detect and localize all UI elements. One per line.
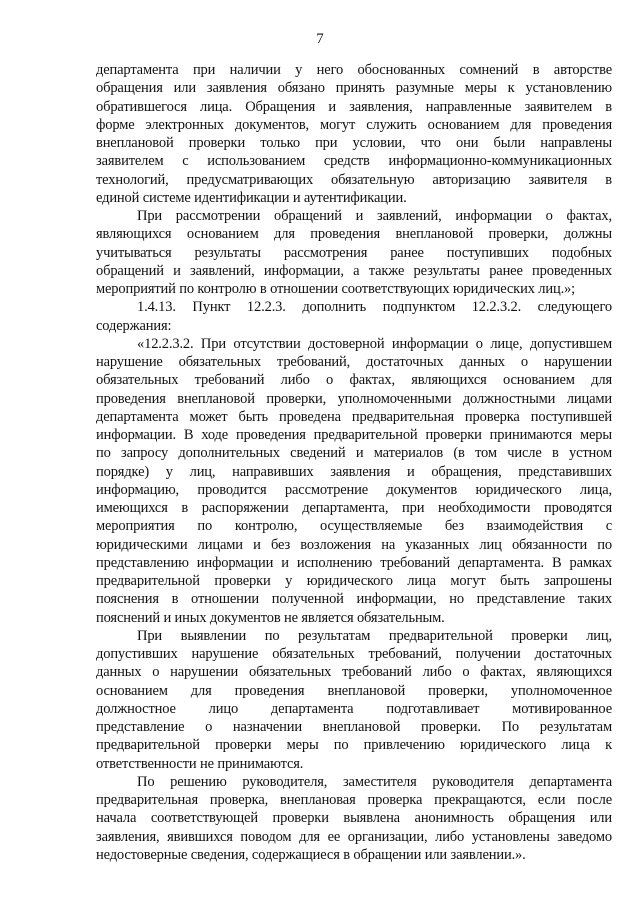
text-line: При рассмотрении обращений и заявлений, информации о фактах, <box>137 208 612 224</box>
text-line: «12.2.3.2. При отсутствии достоверной информации о лице, допустившем <box>137 335 612 352</box>
page-number: 7 <box>316 31 324 47</box>
text-line: являющихся основанием для проведения внеплановой проверки, должны <box>96 226 612 243</box>
text-line: департамента может быть проведена предварительная проверка поступившей <box>96 408 612 425</box>
text-line: технологий, предусматривающих обязательную авторизацию заявителя в <box>96 171 612 188</box>
text-line: По решению руководителя, заместителя руководителя департамента <box>137 773 612 790</box>
text-line: проведения внеплановой проверки, уполномоченными должностными лицами <box>96 390 612 407</box>
text-line: представление о назначении внеплановой проверки. По результатам <box>96 719 612 735</box>
text-line: порядке) у лиц, направивших заявления и обращения, представивших <box>96 463 612 480</box>
text-line: представлению информации и исполнению требований департамента. В рамках <box>96 554 612 571</box>
text-line: по запросу дополнительных сведений и материалов (в том числе в устном <box>96 445 612 462</box>
text-line: основанием для проведения внеплановой проверки, уполномоченное <box>96 682 612 699</box>
text-line: При выявлении по результатам предварительной проверки лиц, <box>137 627 612 644</box>
paragraph <box>96 627 612 773</box>
text-line: должностное лицо департамента подготавливает мотивированное <box>96 700 612 717</box>
text-line: недостоверные сведения, содержащиеся в обращении или заявлении.». <box>96 846 526 863</box>
text-line: мероприятия по контролю, осуществляемые без взаимодействия с <box>96 518 612 535</box>
text-line: мероприятий по контролю в отношении соответствующих юридических лиц.»; <box>96 281 576 297</box>
text-line: допустивших нарушение обязательных требований, получении достаточных <box>96 646 612 662</box>
text-line: обращений и заявлений, информации, а также результаты ранее проведенных <box>96 262 612 279</box>
text-line: имеющихся в распоряжении департамента, при необходимости проводятся <box>96 500 612 516</box>
paragraph <box>96 298 612 335</box>
text-line: информации. В ходе проведения предварительной проверки принимаются меры <box>96 427 612 443</box>
text-line: обратившегося лица. Обращения и заявления, направленные заявителем в <box>96 98 612 115</box>
text-line: пояснения в отношении полученной информации, но представление таких <box>96 591 612 608</box>
text-line: внеплановой проверки только при условии, что они были направлены <box>96 135 612 151</box>
text-line: содержания: <box>96 317 172 334</box>
text-line: предварительной проверки у юридического лица могут быть запрошены <box>96 573 612 589</box>
paragraph <box>96 207 612 298</box>
document-body <box>96 61 612 864</box>
text-line: юридическими лицами и без возложения на указанных лиц обязанности по <box>96 536 612 553</box>
text-line: учитываться результаты рассмотрения ранее поступивших подобных <box>96 244 612 261</box>
text-line: данных о нарушении обязательных требований либо о фактах, являющихся <box>96 664 612 681</box>
text-line: заявления, явившихся поводом для ее организации, либо установлены заведомо <box>96 828 612 845</box>
text-line: ответственности не принимаются. <box>96 755 304 772</box>
text-line: информацию, проводится рассмотрение документов юридического лица, <box>96 481 612 498</box>
text-line: пояснений и иных документов не является обязательным. <box>96 609 445 626</box>
text-line: департамента при наличии у него обоснованных сомнений в авторстве <box>96 62 612 78</box>
paragraph <box>96 61 612 207</box>
text-line: начала соответствующей проверки выявлена анонимность обращения или <box>96 810 612 827</box>
text-line: заявителем с использованием средств информационно-коммуникационных <box>96 153 612 170</box>
paragraph <box>96 773 612 864</box>
text-line: предварительной проверки меры по привлечению юридического лица к <box>96 737 612 754</box>
paragraph <box>96 335 612 627</box>
text-line: обязательных требований либо о фактах, являющихся основанием для <box>96 372 612 389</box>
text-line: нарушение обязательных требований, достаточных данных о нарушении <box>96 354 612 370</box>
text-line: обращения или заявления обязано принять разумные меры к установлению <box>96 80 612 97</box>
text-line: единой системе идентификации и аутентификации. <box>96 189 407 206</box>
text-line: форме электронных документов, могут служить основанием для проведения <box>96 116 612 133</box>
text-line: предварительная проверка, внеплановая проверка прекращаются, если после <box>96 792 612 808</box>
text-line: 1.4.13. Пункт 12.2.3. дополнить подпунктом 12.2.3.2. следующего <box>137 299 612 316</box>
